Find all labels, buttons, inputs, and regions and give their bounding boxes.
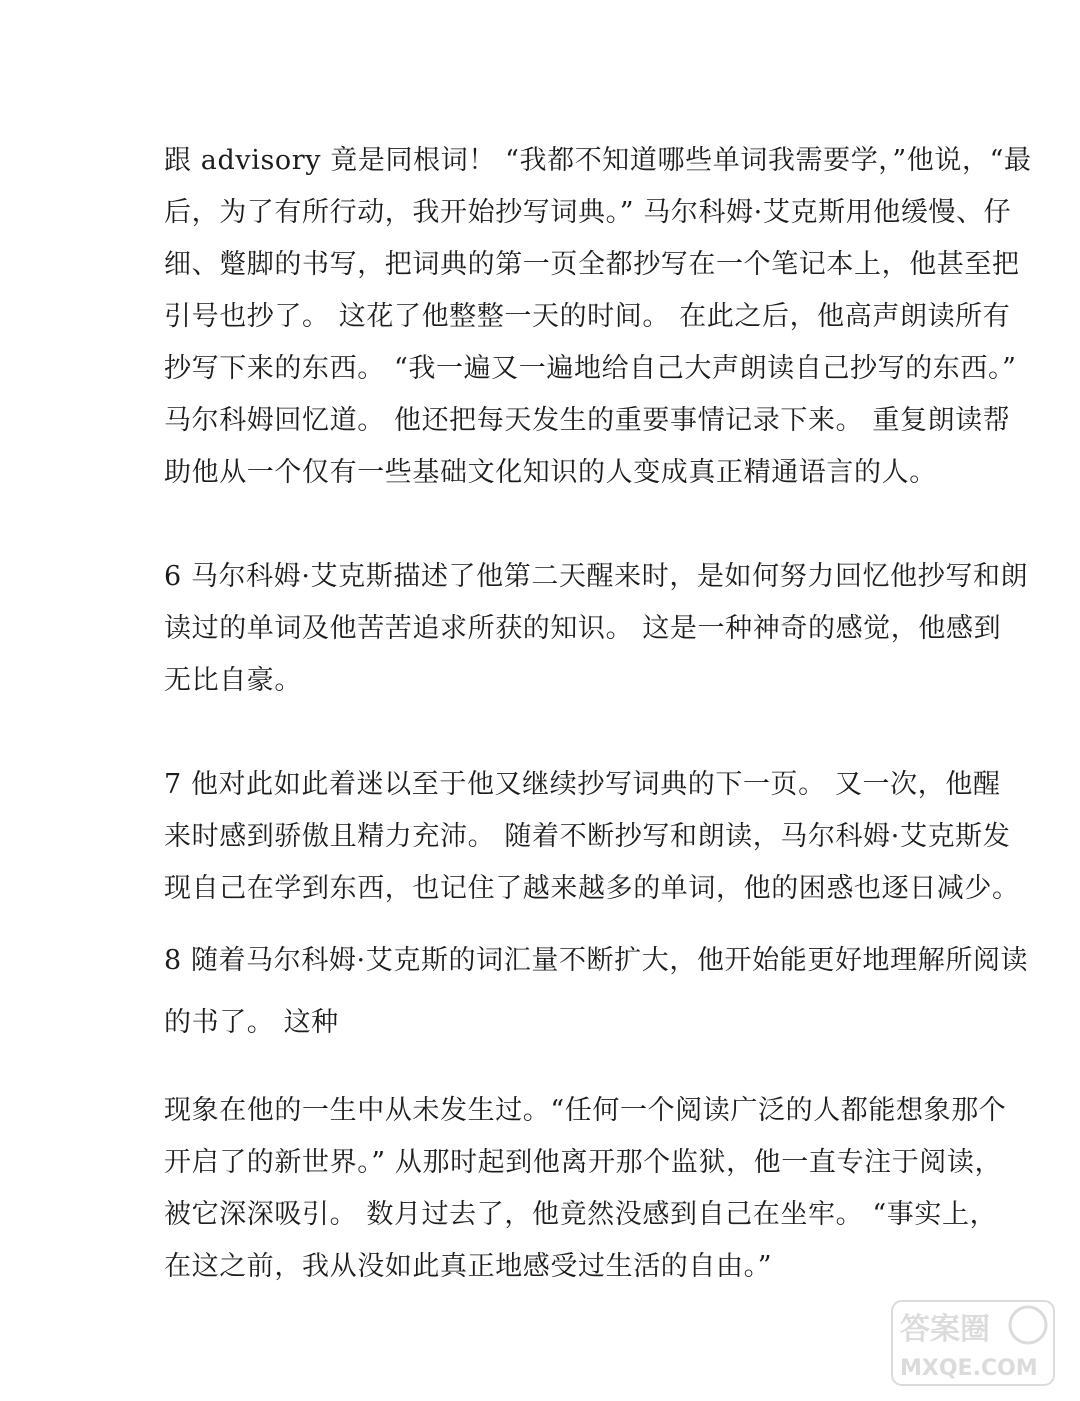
paragraph-6-line: 读过的单词及他苦苦追求所获的知识。 这是一种神奇的感觉，他感到 <box>164 613 1002 644</box>
text-line: 后，为了有所行动，我开始抄写词典。” 马尔科姆·艾克斯用他缓慢、仔 <box>164 197 1012 228</box>
paragraph-9-line: 开启了的新世界。” 从那时起到他离开那个监狱，他一直专注于阅读， <box>164 1147 1003 1178</box>
watermark-en-text: MXQE.COM <box>900 1356 1038 1381</box>
paragraph-7-line: 现自己在学到东西，也记住了越来越多的单词，他的困惑也逐日减少。 <box>164 873 1020 904</box>
watermark-cn-text: 答案圈 <box>900 1312 990 1347</box>
paragraph-7-line: 来时感到骄傲且精力充沛。 随着不断抄写和朗读，马尔科姆·艾克斯发 <box>164 821 1011 852</box>
paragraph-8-line: 的书了。 这种 <box>164 1007 339 1038</box>
paragraph-9-line: 被它深深吸引。 数月过去了，他竟然没感到自己在坐牢。 “事实上， <box>164 1199 998 1230</box>
text-line: 抄写下来的东西。 “我一遍又一遍地给自己大声朗读自己抄写的东西。” <box>164 353 1017 384</box>
paragraph-6-line: 6 马尔科姆·艾克斯描述了他第二天醒来时，是如何努力回忆他抄写和朗 <box>164 561 1029 592</box>
paragraph-7-line: 7 他对此如此着迷以至于他又继续抄写词典的下一页。 又一次，他醒 <box>164 769 1001 800</box>
text-line: 跟 advisory 竟是同根词！ “我都不知道哪些单词我需要学，”他说，“最 <box>164 145 1032 176</box>
answer-stamp-logo-icon <box>888 1295 1058 1391</box>
paragraph-8-line: 8 随着马尔科姆·艾克斯的词汇量不断扩大，他开始能更好地理解所阅读 <box>164 945 1029 976</box>
paragraph-9-line: 在这之前，我从没如此真正地感受过生活的自由。” <box>164 1251 773 1282</box>
text-line: 引号也抄了。 这花了他整整一天的时间。 在此之后，他高声朗读所有 <box>164 301 1011 332</box>
text-line: 助他从一个仅有一些基础文化知识的人变成真正精通语言的人。 <box>164 457 937 488</box>
text-line: 马尔科姆回忆道。 他还把每天发生的重要事情记录下来。 重复朗读帮 <box>164 405 1011 436</box>
paragraph-6-line: 无比自豪。 <box>164 665 302 696</box>
text-line: 细、蹩脚的书写，把词典的第一页全都抄写在一个笔记本上，他甚至把 <box>164 249 1020 280</box>
paragraph-9-line: 现象在他的一生中从未发生过。“任何一个阅读广泛的人都能想象那个 <box>164 1095 1007 1126</box>
